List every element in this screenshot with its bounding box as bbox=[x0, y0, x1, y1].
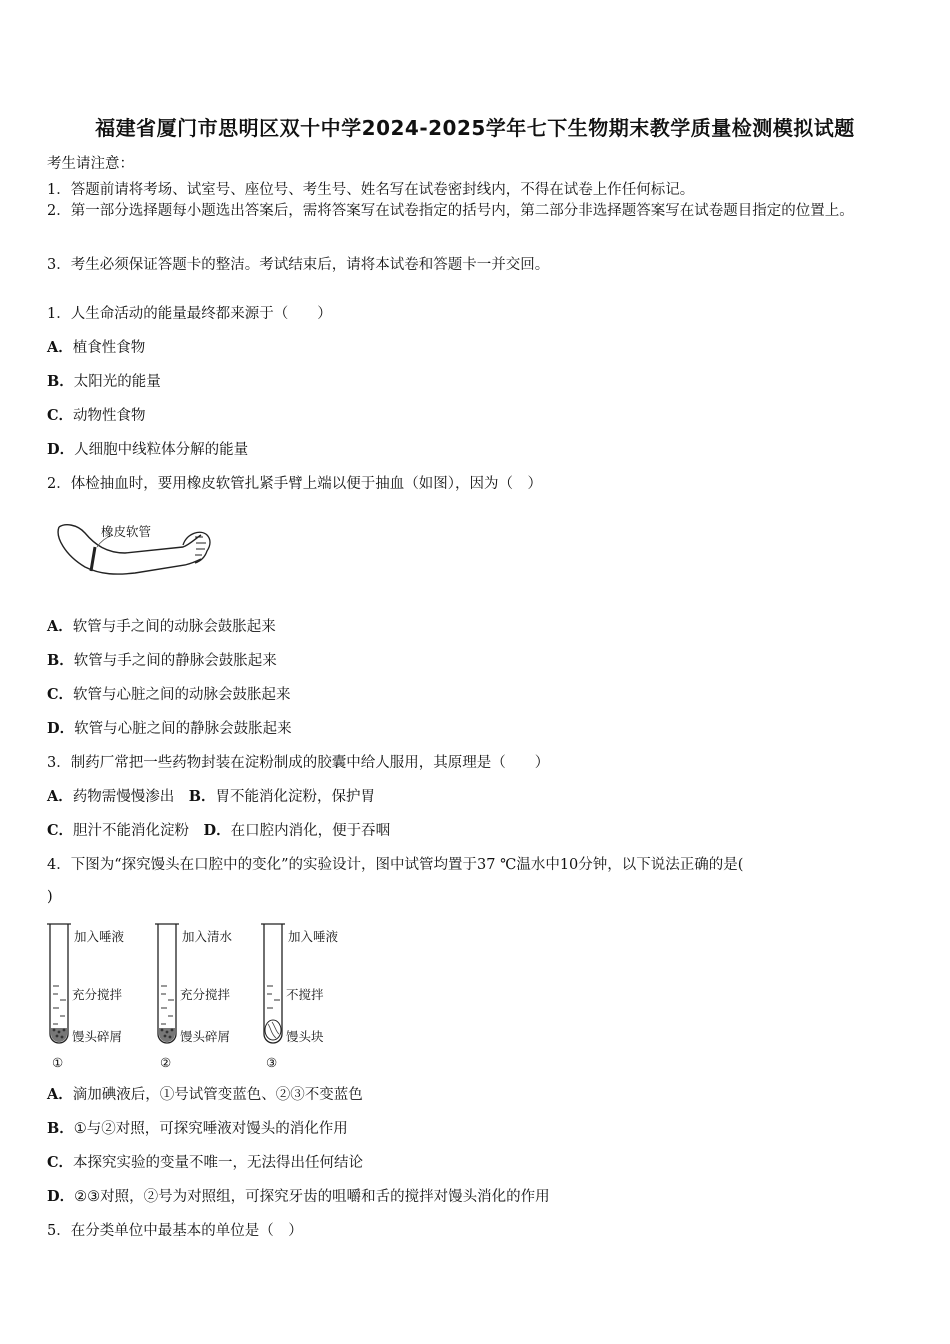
tube-number: ① bbox=[52, 1055, 64, 1070]
option-key: D． bbox=[47, 720, 75, 737]
option bbox=[47, 683, 291, 704]
test-tube-drawing bbox=[152, 922, 182, 1052]
option-text: 胆汁不能消化淀粉 bbox=[73, 823, 190, 839]
arm-figure bbox=[55, 515, 215, 585]
tube-top-label: 加入唾液 bbox=[288, 929, 339, 944]
option-text: 胃不能消化淀粉，保护胃 bbox=[215, 789, 376, 805]
tube-top-label: 加入唾液 bbox=[74, 929, 125, 944]
option-key: B． bbox=[47, 1120, 74, 1137]
question-stem: 5．在分类单位中最基本的单位是（ ） bbox=[47, 1223, 303, 1239]
option-key: C． bbox=[47, 822, 74, 839]
option-key: A． bbox=[47, 788, 73, 805]
option bbox=[47, 336, 145, 357]
option-key: D． bbox=[47, 441, 75, 458]
option-text: 人细胞中线粒体分解的能量 bbox=[74, 442, 249, 458]
option-text: 滴加碘液后，①号试管变蓝色、②③不变蓝色 bbox=[72, 1087, 363, 1103]
notice-heading: 考生请注意： bbox=[47, 156, 134, 172]
option-text: 软管与心脏之间的动脉会鼓胀起来 bbox=[73, 687, 291, 703]
test-tube-2 bbox=[152, 922, 252, 1072]
option-text: 本探究实验的变量不唯一，无法得出任何结论 bbox=[73, 1155, 364, 1171]
test-tube-drawing bbox=[258, 922, 288, 1052]
option-key: A． bbox=[47, 1086, 73, 1103]
question-stem-end: ) bbox=[47, 889, 53, 905]
tube-bottom-label: 馒头碎屑 bbox=[72, 1029, 123, 1044]
option-key: C． bbox=[47, 407, 74, 424]
option-key: A． bbox=[47, 339, 73, 356]
option-key: B． bbox=[188, 788, 216, 805]
notice-item: 2．第一部分选择题每小题选出答案后，需将答案写在试卷指定的括号内，第二部分非选择题答案写在试卷题目指定的位置上。 bbox=[47, 203, 854, 219]
option bbox=[47, 438, 248, 459]
question-stem: 2．体检抽血时，要用橡皮软管扎紧手臂上端以便于抽血（如图），因为（ ） bbox=[47, 476, 542, 492]
tube-mid-label: 充分搅拌 bbox=[72, 987, 123, 1002]
figure-label: 橡皮软管 bbox=[101, 524, 152, 539]
option bbox=[47, 1083, 363, 1104]
option bbox=[47, 1151, 363, 1172]
option-key: A． bbox=[47, 618, 73, 635]
option-key: D． bbox=[47, 1188, 75, 1205]
option bbox=[47, 1185, 550, 1206]
option-text: 软管与心脏之间的静脉会鼓胀起来 bbox=[74, 721, 292, 737]
question-stem: 1．人生命活动的能量最终都来源于（ ） bbox=[47, 306, 332, 322]
option-text: 软管与手之间的动脉会鼓胀起来 bbox=[72, 619, 276, 635]
tube-bottom-label: 馒头块 bbox=[286, 1029, 324, 1044]
question-stem: 4．下图为“探究馒头在口腔中的变化”的实验设计，图中试管均置于37 ℃温水中10分钟，以下说法正确的是( bbox=[47, 857, 744, 873]
notice-item: 3．考生必须保证答题卡的整洁。考试结束后，请将本试卷和答题卡一并交回。 bbox=[47, 257, 550, 273]
question-stem: 3．制药厂常把一些药物封装在淀粉制成的胶囊中给人服用，其原理是（ ） bbox=[47, 755, 550, 771]
option-text: 在口腔内消化，便于吞咽 bbox=[230, 823, 391, 839]
tube-mid-label: 不搅拌 bbox=[286, 987, 324, 1002]
option-text: 植食性食物 bbox=[72, 340, 146, 356]
option-key: B． bbox=[47, 373, 74, 390]
option-text: 软管与手之间的静脉会鼓胀起来 bbox=[73, 653, 277, 669]
option-key: C． bbox=[47, 1154, 74, 1171]
page-title: 福建省厦门市思明区双十中学2024-2025学年七下生物期末教学质量检测模拟试题 bbox=[95, 116, 855, 140]
notice-item: 1．答题前请将考场、试室号、座位号、考生号、姓名写在试卷密封线内，不得在试卷上作任何标记。 bbox=[47, 182, 695, 198]
option-text: 药物需慢慢渗出 bbox=[72, 789, 175, 805]
option-key: C． bbox=[47, 686, 74, 703]
option bbox=[47, 717, 292, 738]
option-row bbox=[47, 785, 375, 806]
option-text: 太阳光的能量 bbox=[73, 374, 161, 390]
test-tube-1 bbox=[44, 922, 144, 1072]
test-tube-3 bbox=[258, 922, 358, 1072]
option bbox=[47, 649, 277, 670]
test-tubes-figure bbox=[44, 922, 354, 1072]
option-text: ①与②对照，可探究唾液对馒头的消化作用 bbox=[73, 1121, 348, 1137]
tube-top-label: 加入清水 bbox=[182, 929, 233, 944]
option bbox=[47, 1117, 348, 1138]
tube-number: ② bbox=[160, 1055, 172, 1070]
tube-mid-label: 充分搅拌 bbox=[180, 987, 231, 1002]
option-key: B． bbox=[47, 652, 74, 669]
tube-number: ③ bbox=[266, 1055, 278, 1070]
option bbox=[47, 615, 276, 636]
option bbox=[47, 404, 146, 425]
option-key: D． bbox=[203, 822, 231, 839]
option-text: ②③对照，②号为对照组，可探究牙齿的咀嚼和舌的搅拌对馒头消化的作用 bbox=[74, 1189, 550, 1205]
option bbox=[47, 370, 161, 391]
test-tube-drawing bbox=[44, 922, 74, 1052]
option-text: 动物性食物 bbox=[73, 408, 146, 424]
option-row bbox=[47, 819, 390, 840]
tube-bottom-label: 馒头碎屑 bbox=[180, 1029, 231, 1044]
